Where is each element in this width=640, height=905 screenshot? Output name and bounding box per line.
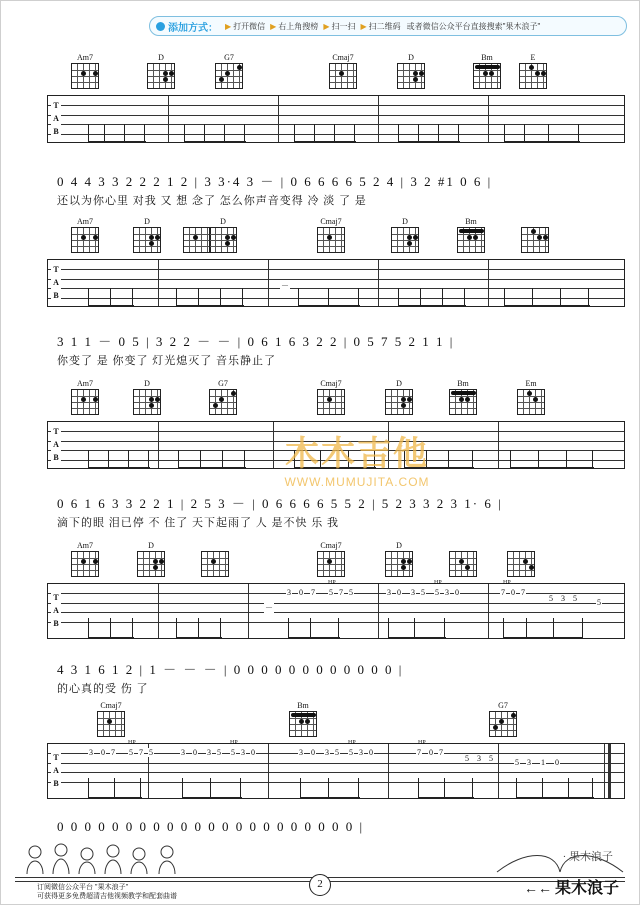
tab-clef: T A B [51,425,61,464]
chord-name: Am7 [77,379,93,388]
chord-grid [133,227,161,253]
notation-5 [57,819,625,835]
chord-name [515,217,555,227]
chord-name: D [396,541,402,550]
notation-3 [57,493,625,530]
chord-name: Cmaj7 [320,217,342,226]
chord-diagram [283,701,323,737]
banner-title: 添加方式： [168,22,218,34]
chord-row-1 [1,53,639,95]
chord-name: G7 [218,379,228,388]
brand-top-label: · 果木浪子 [562,851,613,863]
chord-grid [209,227,237,253]
chord-diagram [391,53,431,89]
chord-grid [133,389,161,415]
chord-diagram [385,217,425,253]
chord-name: Cmaj7 [320,541,342,550]
chord-name: D [220,217,226,226]
system-1 [1,53,639,207]
chord-grid [397,63,425,89]
chord-diagram [65,217,105,253]
chord-grid [201,551,229,577]
chord-grid [209,389,237,415]
chord-name: G7 [224,53,234,62]
tab-clef: T A B [51,591,61,630]
chord-grid [97,711,125,737]
chord-diagram [91,701,131,737]
chord-grid [521,227,549,253]
chord-name [501,541,541,551]
chord-name: Am7 [77,53,93,62]
lyric-line: 还以为你心里 对我 又 想 念了 怎么你声音变得 冷 淡 了 是 [57,195,367,207]
watermark-title: 木木吉他 [285,436,429,473]
chord-grid [71,227,99,253]
lyric-line: 你变了 是 你变了 灯光熄灭了 音乐静止了 [57,355,276,367]
chord-name: E [530,53,536,62]
chord-grid [137,551,165,577]
chord-name: D [148,541,154,550]
chord-name: D [402,217,408,226]
footer-text [37,883,177,901]
chord-diagram [195,541,235,577]
tab-staff [47,95,625,143]
watermark-url: WWW.MUMUJITA.COM [284,475,430,489]
chord-name: Am7 [77,217,93,226]
lyric-line: 滴下的眼 泪已停 不 住了 天下起雨了 人 是不快 乐 我 [57,517,339,529]
chord-grid [449,551,477,577]
tab-clef: T A B [51,751,61,790]
notation-1 [57,171,625,208]
chord-diagram [311,541,351,577]
notation-4 [57,659,625,696]
triangle-icon: ▶ [360,21,367,31]
chord-name: Cmaj7 [320,379,342,388]
chord-diagram [501,541,541,577]
chord-row-4 [1,541,639,583]
chord-diagram [209,53,249,89]
chord-name: Cmaj7 [332,53,354,62]
number-notation: 4 3 1 6 1 2 | 1 － － － | 0 0 0 0 0 0 0 0 0 0 0 0 | [57,662,404,677]
brand-name: 果木浪子 [554,880,619,897]
chord-name [443,541,483,551]
chord-grid [289,711,317,737]
chord-grid [385,551,413,577]
add-method-banner [149,16,627,36]
tab-clef: T A B [51,263,61,302]
tab-staff: 3 0 7 5 7 5 HP 3 0 3 5 5 3 0 HP 3 0 3 5 5 3 0 HP 7 0 7 HP 5 3 5 5 3 1 0 [47,743,625,799]
chord-grid [215,63,243,89]
chord-grid [71,63,99,89]
chord-name: D [144,217,150,226]
triangle-icon: ▶ [270,21,277,31]
chord-diagram [127,217,167,253]
chord-grid [317,227,345,253]
chord-name: Bm [457,379,469,388]
banner-item-1: 右上角搜榜 [278,21,319,31]
chord-grid [449,389,477,415]
notation-2 [57,331,625,368]
chord-diagram [513,53,553,89]
chord-diagram [443,379,483,415]
chord-grid [71,389,99,415]
banner-item-3: 扫二维码 [368,21,401,31]
lyric-line: 的心真的受 伤 了 [57,683,149,695]
chord-grid [391,227,419,253]
tab-staff: － 3 0 7 5 7 5 HP 3 0 3 5 5 3 0 HP 7 0 7 HP 5 3 5 5 [47,583,625,639]
chord-name: D [144,379,150,388]
chord-row-2 [1,217,639,259]
chord-name [195,541,235,551]
footer-line-1: 订阅微信公众平台 "果木浪子" [37,883,129,891]
chord-grid [519,63,547,89]
chord-diagram [467,53,507,89]
chord-name: Bm [481,53,493,62]
chord-name: Am7 [77,541,93,550]
chord-grid [507,551,535,577]
chord-diagram [203,379,243,415]
chord-grid [317,551,345,577]
chord-diagram [65,53,105,89]
page-footer [1,846,639,904]
banner-tail: 或者微信公众平台直接搜索"果木浪子" [406,21,541,31]
chord-row-3 [1,379,639,421]
number-notation: 0 4 4 3 3 2 2 2 1 2 | 3 3·4 3 － | 0 6 6 6 6 5 2 4 | 3 2 #1 0 6 | [57,174,493,189]
chord-diagram [141,53,181,89]
chord-name: D [158,53,164,62]
chord-diagram [127,379,167,415]
chord-diagram [379,379,419,415]
banner-item-2: 扫一扫 [331,21,356,31]
chord-diagram [65,541,105,577]
chord-diagram [65,379,105,415]
chord-row-5 [1,701,639,743]
chord-diagram [515,217,555,253]
chord-diagram [451,217,491,253]
brand-label [524,875,619,898]
chord-diagram [511,379,551,415]
chord-diagram [323,53,363,89]
chord-diagram [311,379,351,415]
chord-grid [473,63,501,89]
banner-item-0: 打开微信 [233,21,266,31]
chord-name: Em [525,379,537,388]
chord-grid [329,63,357,89]
chord-diagram [311,217,351,253]
number-notation: 0 6 1 6 3 3 2 2 1 | 2 5 3 － | 0 6 6 6 6 5 5 2 | 5 2 3 3 2 3 1· 6 | [57,496,503,511]
chord-grid [71,551,99,577]
tab-staff: － [47,259,625,307]
chord-grid [385,389,413,415]
tab-clef: T A B [51,99,61,138]
system-2 [1,217,639,367]
page-number: 2 [309,874,331,896]
info-icon [156,22,165,31]
left-arrow-icon: ←← [523,882,552,897]
chord-grid [517,389,545,415]
chord-diagram [379,541,419,577]
chord-diagram [443,541,483,577]
chord-grid [457,227,485,253]
number-notation: 0 0 0 0 0 0 0 0 0 0 0 0 0 0 0 0 0 0 0 0 0 0 | [57,819,365,834]
chord-diagram [203,217,243,253]
chord-diagram [131,541,171,577]
chord-name: G7 [498,701,508,710]
chord-grid [489,711,517,737]
chord-name: D [408,53,414,62]
chord-grid [147,63,175,89]
chord-diagram [483,701,523,737]
chord-name: D [396,379,402,388]
chord-name: Bm [297,701,309,710]
chord-name: Cmaj7 [100,701,122,710]
system-5 [1,701,639,834]
tab-staff [47,421,625,469]
footer-line-2: 可获得更多免费超清吉他视频教学和配套曲谱 [37,892,177,900]
system-4 [1,541,639,695]
number-notation: 3 1 1 － 0 5 | 3 2 2 － － | 0 6 1 6 3 2 2 | 0 5 7 5 2 1 1 | [57,334,455,349]
chord-name: Bm [465,217,477,226]
chord-grid [317,389,345,415]
triangle-icon: ▶ [323,21,330,31]
triangle-icon: ▶ [225,21,232,31]
